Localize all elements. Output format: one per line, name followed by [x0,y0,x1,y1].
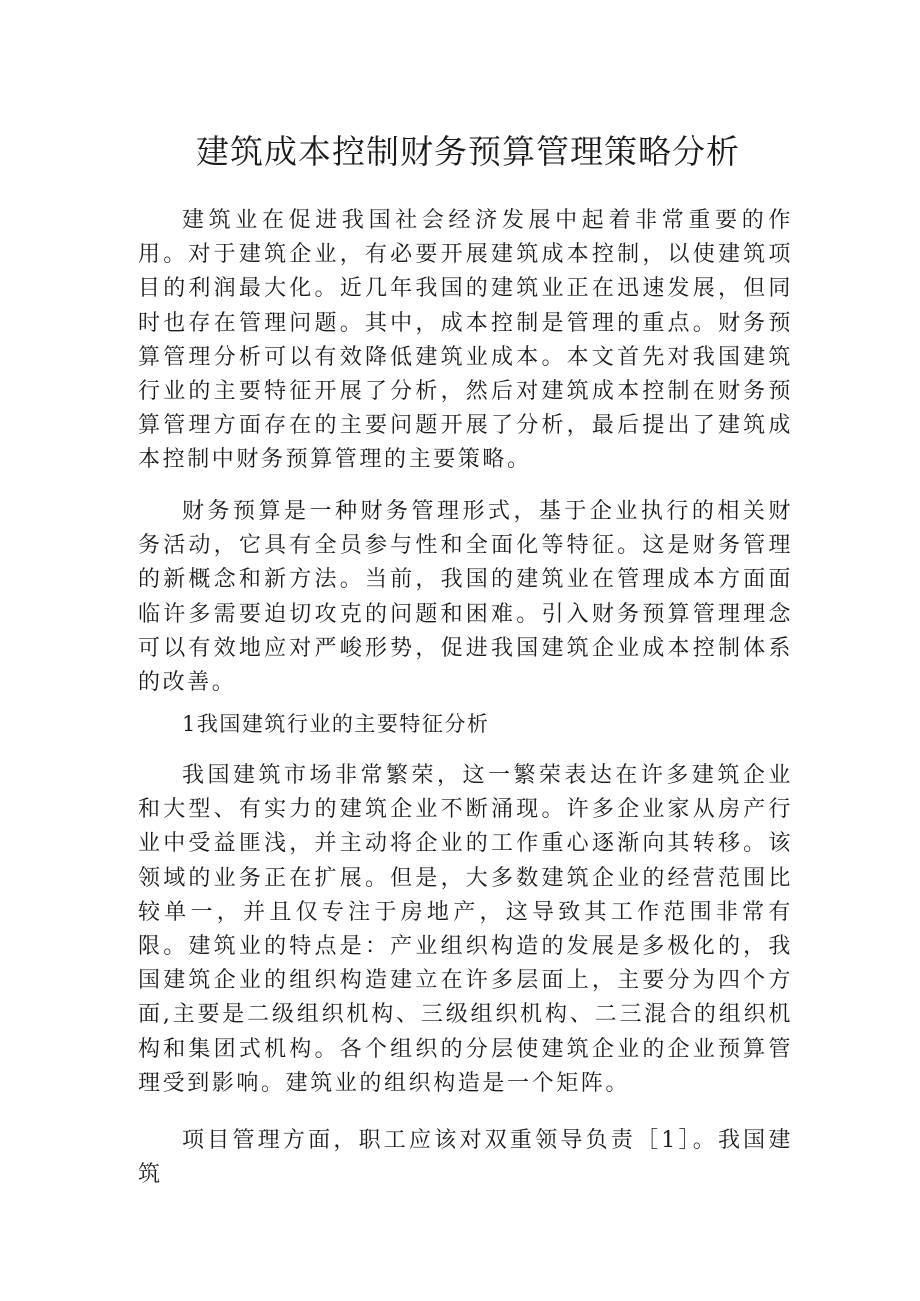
document-title: 建筑成本控制财务预算管理策略分析 [196,132,740,171]
market-paragraph: 我国建筑市场非常繁荣，这一繁荣表达在许多建筑企业和大型、有实力的建筑企业不断涌现。许多企业家从房产行业中受益匪浅，并主动将企业的工作重心逐渐向其转移。该领域的业务正在扩展。但是，大多数建筑企业的经营范围比较单一，并且仅专注于房地产，这导致其工作范围非常有限。建筑业的特点是：产业组织构造的发展是多极化的，我国建筑企业的组织构造建立在许多层面上，主要分为四个方面,主要是二级组织机构、三级组织机构、二三混合的组织机构和集团式机构。各个组织的分层使建筑企业的企业预算管理受到影响。建筑业的组织构造是一个矩阵。 [138,763,793,1096]
section-heading: 1我国建筑行业的主要特征分析 [182,712,490,736]
budget-paragraph: 财务预算是一种财务管理形式，基于企业执行的相关财务活动，它具有全员参与性和全面化等特征。这是财务管理的新概念和新方法。当前，我国的建筑业在管理成本方面面临许多需要迫切攻克的问题和困难。引入财务预算管理理念可以有效地应对严峻形势，促进我国建筑企业成本控制体系的改善。 [138,499,793,696]
intro-paragraph: 建筑业在促进我国社会经济发展中起着非常重要的作用。对于建筑企业，有必要开展建筑成本控制，以使建筑项目的利润最大化。近几年我国的建筑业正在迅速发展，但同时也存在管理问题。其中，成本控制是管理的重点。财务预算管理分析可以有效降低建筑业成本。本文首先对我国建筑行业的主要特征开展了分析，然后对建筑成本控制在财务预算管理方面存在的主要问题开展了分析，最后提出了建筑成本控制中财务预算管理的主要策略。 [138,208,793,473]
project-management-paragraph: 项目管理方面，职工应该对双重领导负责［1］。我国建筑 [138,1128,793,1188]
